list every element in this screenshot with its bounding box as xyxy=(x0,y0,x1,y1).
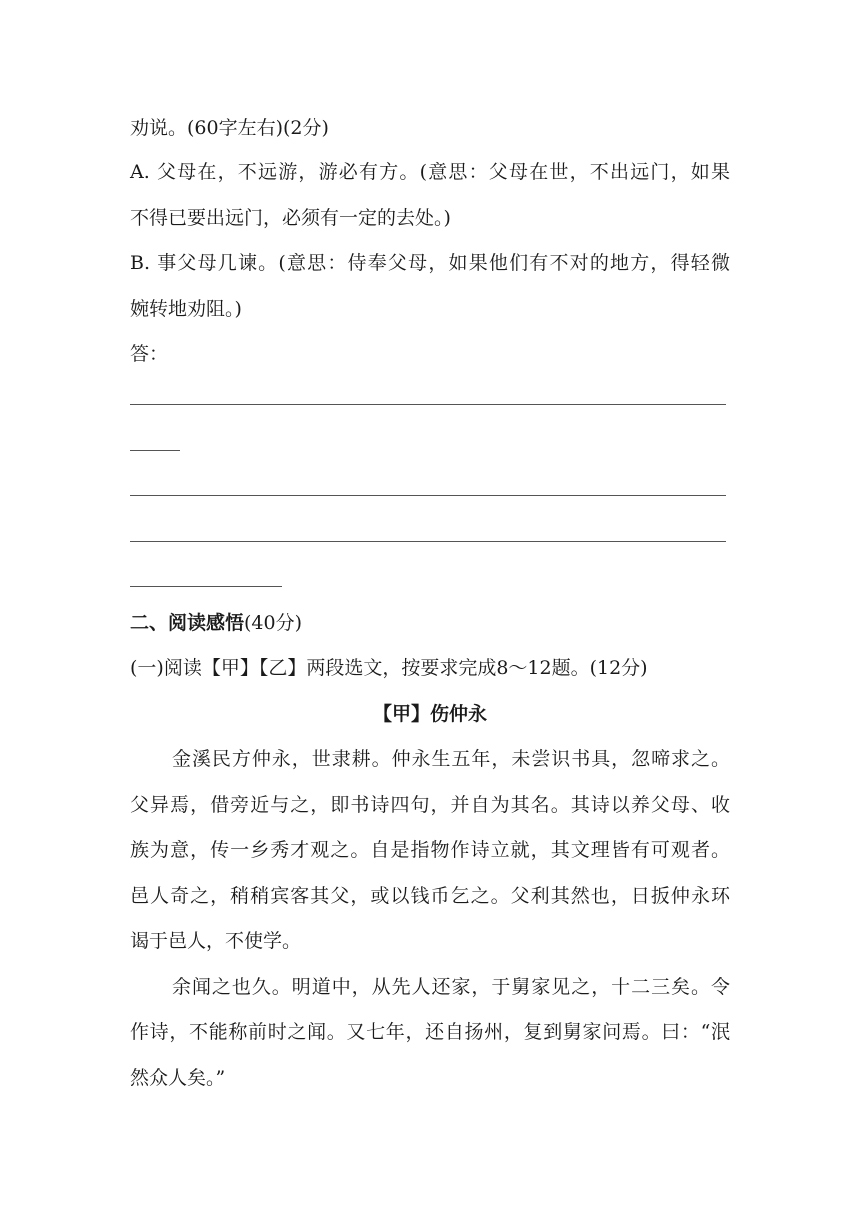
answer-label: 答： xyxy=(130,343,169,365)
answer-line[interactable] xyxy=(130,404,726,405)
option-a-line-2: 不得已要出远门，必须有一定的去处。) xyxy=(130,207,451,229)
passage-line: 余闻之也久。明道中，从先人还家，于舅家见之，十二三矣。令 xyxy=(172,976,730,998)
answer-line[interactable] xyxy=(130,495,726,496)
answer-line[interactable] xyxy=(130,586,282,587)
section-heading-label: 二、阅读感悟 xyxy=(130,612,245,634)
section-heading xyxy=(130,611,730,635)
option-b-line-2: 婉转地劝阻。) xyxy=(130,298,242,320)
option-a-line-1: A. 父母在，不远游，游必有方。(意思：父母在世，不出远门，如果 xyxy=(130,161,730,183)
answer-line[interactable] xyxy=(130,450,180,451)
sub-section-instructions: (一)阅读【甲】【乙】两段选文，按要求完成8～12题。(12分) xyxy=(130,657,648,679)
question-7-text: 劝说。(60字左右)(2分) xyxy=(130,117,329,139)
passage-line: 谒于邑人，不使学。 xyxy=(130,930,302,952)
answer-line[interactable] xyxy=(130,541,726,542)
passage-title: 【甲】伤仲永 xyxy=(372,703,487,725)
passage-line: 金溪民方仲永，世隶耕。仲永生五年，未尝识书具，忽啼求之。 xyxy=(172,748,730,770)
option-b-line-1: B. 事父母几谏。(意思：侍奉父母，如果他们有不对的地方，得轻微 xyxy=(130,252,730,274)
passage-line: 族为意，传一乡秀才观之。自是指物作诗立就，其文理皆有可观者。 xyxy=(130,839,730,861)
passage-line: 作诗，不能称前时之闻。又七年，还自扬州，复到舅家问焉。曰：“泯 xyxy=(130,1021,730,1043)
section-heading-score: (40分) xyxy=(244,612,303,634)
passage-line: 父异焉，借旁近与之，即书诗四句，并自为其名。其诗以养父母、收 xyxy=(130,794,730,816)
passage-line: 邑人奇之，稍稍宾客其父，或以钱币乞之。父利其然也，日扳仲永环 xyxy=(130,885,730,907)
passage-line: 然众人矣。” xyxy=(130,1067,226,1089)
